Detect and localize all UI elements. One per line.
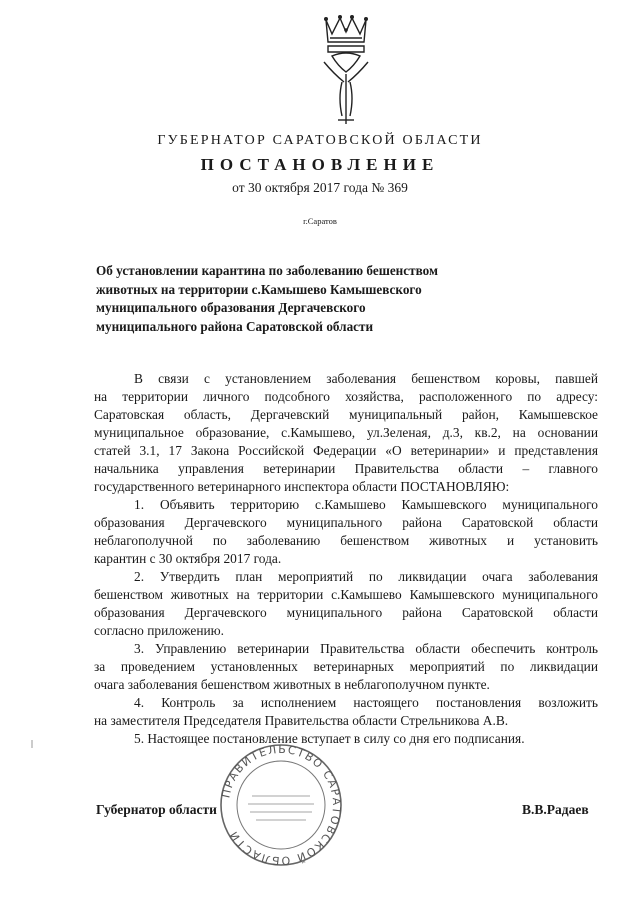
document-subject — [96, 262, 474, 336]
item-line: 2. Утвердить план мероприятий по ликвидации очага заболевания — [134, 569, 598, 584]
item-line: за проведением установленных ветеринарных мероприятий по ликвидации — [94, 659, 598, 674]
item-line: бешенством животных на территории с.Камышево Камышевского муниципального — [94, 587, 598, 602]
paragraph-line: государственного ветеринарного инспектора области ПОСТАНОВЛЯЮ: — [94, 479, 510, 494]
subject-word: муниципального — [96, 300, 198, 315]
document-date-number: от 30 октября 2017 года № 369 — [232, 180, 408, 195]
subject-word: Дергачевского — [278, 300, 366, 315]
item-line: на заместителя Председателя Правительства области Стрельникова А.В. — [94, 713, 509, 728]
paragraph-line: начальника управления ветеринарии Правительства области – главного — [94, 461, 598, 476]
saratov-coat-of-arms-icon — [310, 12, 382, 130]
paragraph-line: Саратовская область, Дергачевский муниципальный район, Камышевское — [94, 407, 598, 422]
item-line: 4. Контроль за исполнением настоящего постановления возложить — [134, 695, 598, 710]
item-line: очага заболевания бешенством животных в неблагополучном пункте. — [94, 677, 490, 692]
subject-line: муниципального района Саратовской области — [96, 318, 374, 334]
official-seal-icon — [218, 742, 344, 868]
document-body — [94, 370, 598, 748]
subject-line — [96, 299, 474, 318]
seal-ring-text: ПРАВИТЕЛЬСТВО САРАТОВСКОЙ ОБЛАСТИ — [219, 742, 344, 868]
paragraph-line: на территории личного подсобного хозяйства, расположенного по адресу: — [94, 389, 598, 404]
item-line: согласно приложению. — [94, 623, 225, 638]
document-city: г.Саратов — [303, 216, 337, 226]
item-line: 5. Настоящее постановление вступает в силу со дня его подписания. — [134, 731, 525, 746]
item-line: образования Дергачевского муниципального района Саратовской области — [94, 605, 598, 620]
signatory-position: Губернатор области — [96, 802, 217, 817]
governor-title: ГУБЕРНАТОР САРАТОВСКОЙ ОБЛАСТИ — [157, 133, 483, 148]
paragraph-line: муниципальное образование, с.Камышево, ул.Зеленая, д.3, кв.2, на основании — [94, 425, 598, 440]
item-line: 3. Управлению ветеринарии Правительства области обеспечить контроль — [134, 641, 598, 656]
subject-word: образования — [200, 300, 276, 315]
item-line: 1. Объявить территорию с.Камышево Камышевского муниципального — [134, 497, 598, 512]
paragraph-line: В связи с установлением заболевания бешенством коровы, павшей — [134, 371, 598, 386]
subject-line: Об установлении карантина по заболеванию бешенством — [96, 263, 438, 278]
signatory-name: В.В.Радаев — [522, 802, 589, 817]
paragraph-line: статей 3.1, 17 Закона Российской Федерации «О ветеринарии» и представления — [94, 443, 598, 458]
item-line: карантин с 30 октября 2017 года. — [94, 551, 282, 566]
document-type: ПОСТАНОВЛЕНИЕ — [200, 155, 440, 174]
margin-mark — [30, 740, 34, 748]
item-line: неблагополучной по заболеванию бешенством животных и установить — [94, 533, 598, 548]
item-line: образования Дергачевского муниципального района Саратовской области — [94, 515, 598, 530]
subject-line: животных на территории с.Камышево Камышевского — [96, 281, 422, 297]
